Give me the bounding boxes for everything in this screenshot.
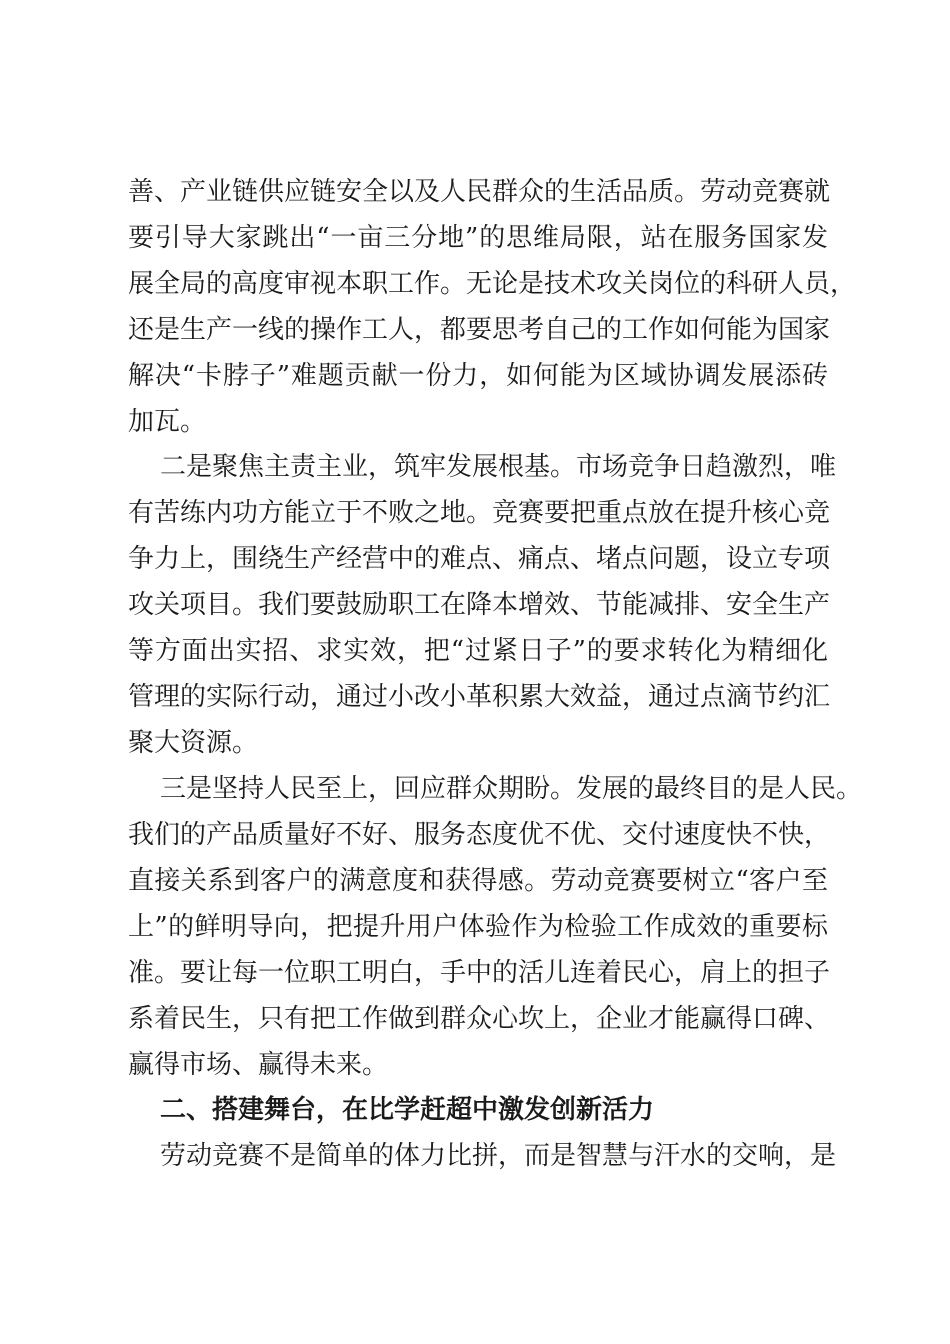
body-text-line: 善、产业链供应链安全以及人民群众的生活品质。劳动竞赛就	[128, 177, 831, 207]
body-text-line: 管理的实际行动，通过小改小革积累大效益，通过点滴节约汇	[128, 682, 831, 712]
body-text-line: 解决“卡脖子”难题贡献一份力，如何能为区域协调发展添砖	[128, 361, 828, 391]
body-text-line: 上”的鲜明导向，把提升用户体验作为检验工作成效的重要标	[128, 912, 828, 942]
body-text-line: 攻关项目。我们要鼓励职工在降本增效、节能减排、安全生产	[128, 590, 831, 620]
paragraph-first-line: 三是坚持人民至上，回应群众期盼。发展的最终目的是人民。	[160, 774, 863, 804]
body-text-line: 我们的产品质量好不好、服务态度优不优、交付速度快不快，	[128, 820, 831, 850]
body-text-line: 准。要让每一位职工明白，手中的活儿连着民心，肩上的担子	[128, 958, 831, 988]
body-text-line: 展全局的高度审视本职工作。无论是技术攻关岗位的科研人员，	[128, 269, 857, 299]
body-text-line: 等方面出实招、求实效，把“过紧日子”的要求转化为精细化	[128, 636, 828, 666]
body-text-line: 直接关系到客户的满意度和获得感。劳动竞赛要树立“客户至	[128, 866, 828, 896]
body-text-line: 还是生产一线的操作工人，都要思考自己的工作如何能为国家	[128, 315, 831, 345]
body-text-line: 赢得市场、赢得未来。	[128, 1050, 389, 1080]
paragraph-first-line: 二是聚焦主责主业，筑牢发展根基。市场竞争日趋激烈，唯	[160, 452, 837, 482]
section-heading: 二、搭建舞台，在比学赶超中激发创新活力	[160, 1095, 655, 1125]
body-text-line: 聚大资源。	[128, 728, 259, 758]
body-text-line: 系着民生，只有把工作做到群众心坎上，企业才能赢得口碑、	[128, 1004, 831, 1034]
paragraph-first-line: 劳动竞赛不是简单的体力比拼，而是智慧与汗水的交响，是	[160, 1141, 837, 1171]
body-text-line: 有苦练内功方能立于不败之地。竞赛要把重点放在提升核心竞	[128, 498, 831, 528]
body-text-line: 要引导大家跳出“一亩三分地”的思维局限，站在服务国家发	[128, 223, 828, 253]
body-text-line: 加瓦。	[128, 407, 207, 437]
body-text-line: 争力上，围绕生产经营中的难点、痛点、堵点问题，设立专项	[128, 544, 831, 574]
